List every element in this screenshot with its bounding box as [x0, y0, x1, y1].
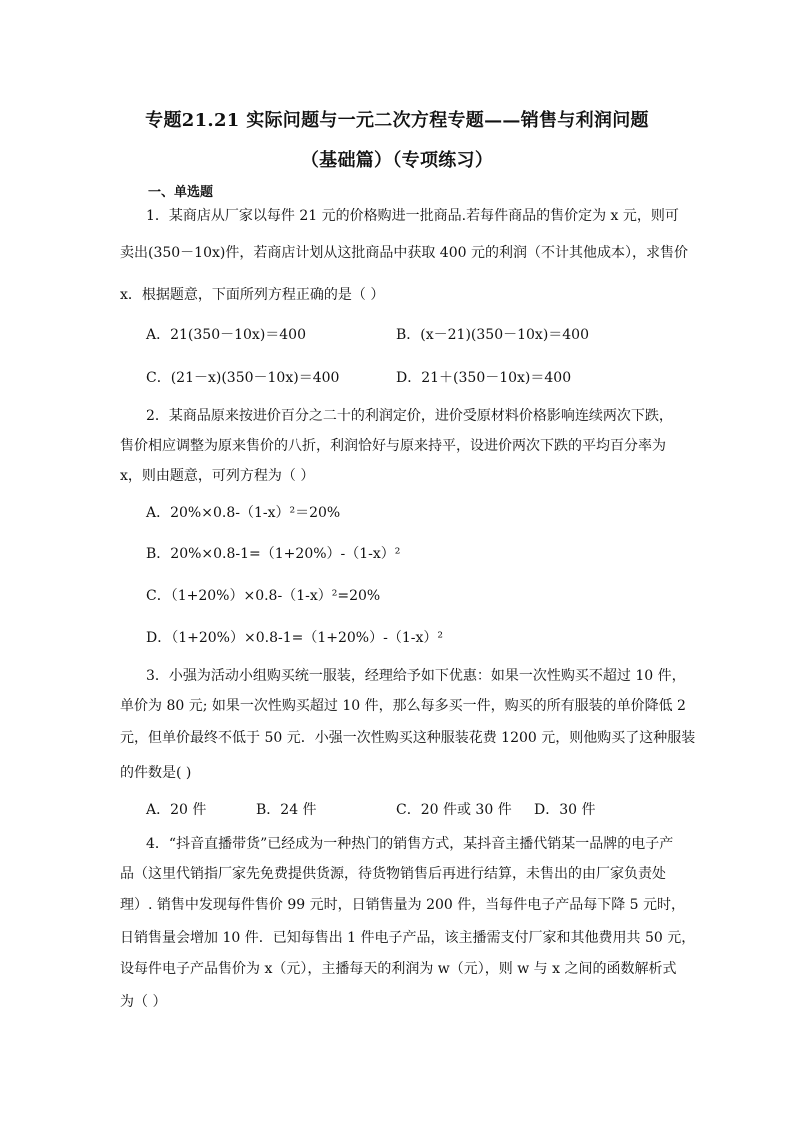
q4-line-2: 品（这里代销指厂家先免费提供货源，待货物销售后再进行结算，未售出的由厂家负责处 — [120, 866, 666, 882]
document-title: 专题21.21 实际问题与一元二次方程专题——销售与利润问题 — [145, 110, 649, 131]
q1-line-3: x．根据题意，下面所列方程正确的是（ ） — [120, 287, 385, 303]
q4-line-3: 理）. 销售中发现每件售价 99 元时，日销售量为 200 件，当每件电子产品每下降 5 元时， — [120, 897, 686, 913]
q2-line-1: 2．某商品原来按进价百分之二十的利润定价，进价受原材料价格影响连续两次下跌， — [146, 408, 673, 424]
q3-line-4: 的件数是( ) — [120, 765, 192, 781]
q2-option-d: D．（1+20%）×0.8-1=（1+20%）-（1-x）² — [146, 630, 443, 646]
q3-line-3: 元，但单价最终不低于 50 元．小强一次性购买这种服装花费 1200 元，则他购买了这种服装 — [120, 730, 696, 746]
q3-option-b: B．24 件 — [256, 802, 317, 818]
q3-option-d: D．30 件 — [534, 802, 596, 818]
q1-option-d: D．21＋(350－10x)＝400 — [396, 370, 572, 386]
q3-option-a: A．20 件 — [146, 802, 207, 818]
q1-option-b: B．(x－21)(350－10x)＝400 — [396, 327, 589, 343]
document-subtitle: （基础篇）（专项练习） — [300, 150, 494, 171]
q2-line-3: x，则由题意，可列方程为（ ） — [120, 468, 315, 484]
q4-line-6: 为（ ） — [120, 994, 167, 1010]
q4-line-1: 4．“抖音直播带货”已经成为一种热门的销售方式，某抖音主播代销某一品牌的电子产 — [146, 836, 674, 852]
q1-line-2: 卖出(350－10x)件，若商店计划从这批商品中获取 400 元的利润（不计其他成本），求售价 — [120, 245, 688, 261]
q2-line-2: 售价相应调整为原来售价的八折，利润恰好与原来持平，设进价两次下跌的平均百分率为 — [120, 438, 666, 454]
q4-line-5: 设每件电子产品售价为 x（元），主播每天的利润为 w（元），则 w 与 x 之间的函数解析式 — [120, 961, 677, 977]
q3-line-2: 单价为 80 元; 如果一次性购买超过 10 件，那么每多买一件，购买的所有服装的单价降低 2 — [120, 698, 686, 714]
q1-line-1: 1．某商店从厂家以每件 21 元的价格购进一批商品.若每件商品的售价定为 x 元，则可 — [146, 208, 679, 224]
q2-option-b: B．20%×0.8-1=（1+20%）-（1-x）² — [146, 546, 401, 562]
q4-line-4: 日销售量会增加 10 件．已知每售出 1 件电子产品，该主播需支付厂家和其他费用共 50 元， — [120, 930, 696, 946]
q3-line-1: 3．小强为活动小组购买统一服装，经理给予如下优惠：如果一次性购买不超过 10 件， — [146, 668, 686, 684]
q2-option-a: A．20%×0.8-（1-x）²＝20% — [146, 505, 341, 521]
q1-option-c: C．(21－x)(350－10x)＝400 — [146, 370, 340, 386]
q3-option-c: C．20 件或 30 件 — [396, 802, 512, 818]
q1-option-a: A．21(350－10x)＝400 — [146, 327, 307, 343]
q2-option-c: C．（1+20%）×0.8-（1-x）²=20% — [146, 588, 381, 604]
section-heading: 一、单选题 — [148, 185, 214, 200]
